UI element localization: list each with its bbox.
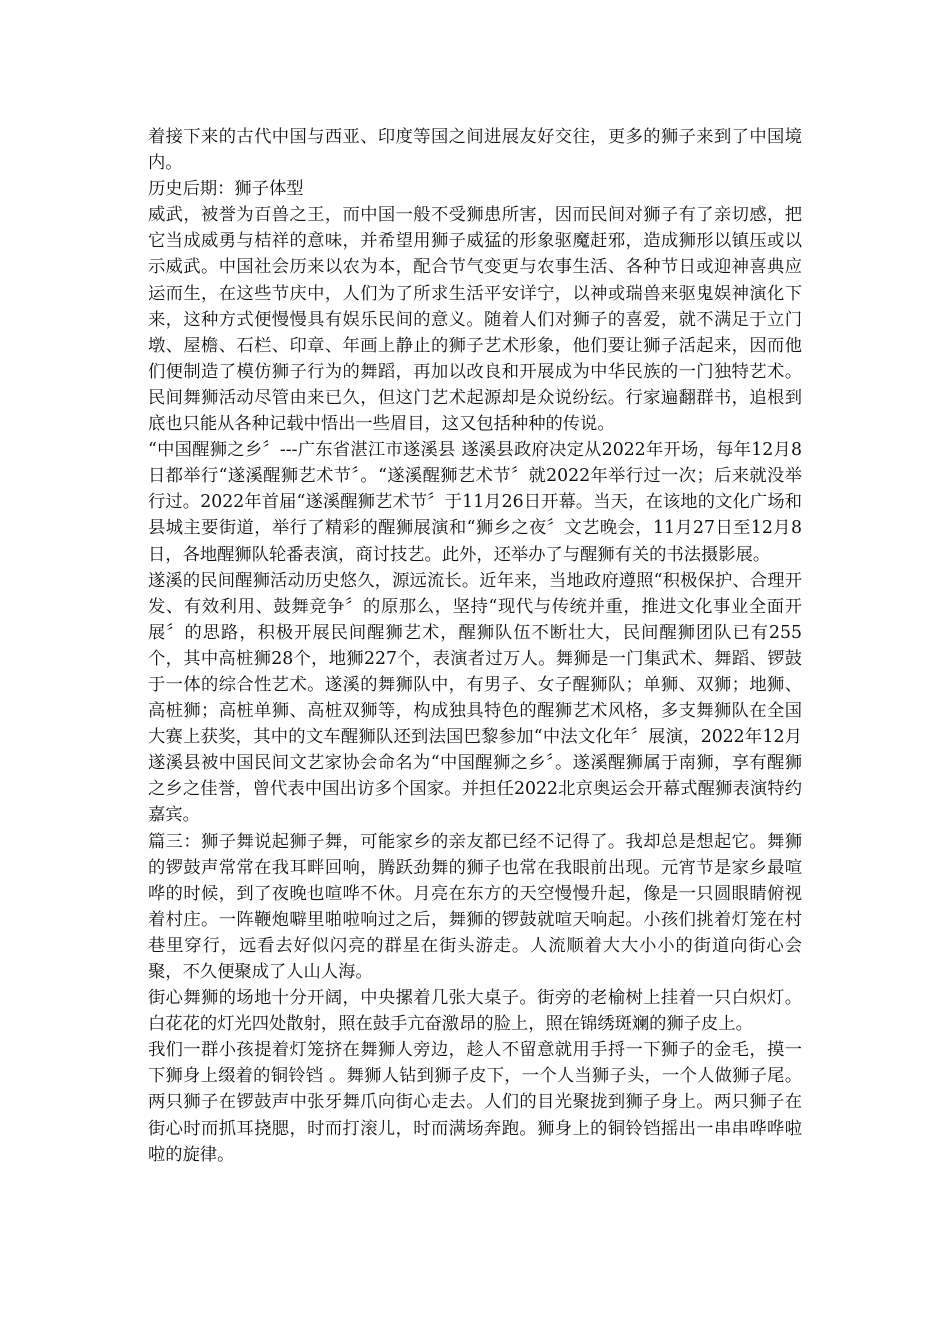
document-page: [148, 124, 802, 1168]
paragraph-3: “中国醒狮之乡〞---广东省湛江市遂溪县 遂溪县政府决定从2022年开场，每年12月8日都举行“遂溪醒狮艺术节〞。“遂溪醒狮艺术节〞就2022年举行过一次；后来就没举行过。2022年首届“遂溪醒狮艺术节〞于11月26日开幕。当天，在该地的文化广场和县城主要街道，举行了精彩的醒狮展演和“狮乡之夜〞文艺晚会，11月27日至12月8日，各地醒狮队轮番表演，商讨技艺。此外，还举办了与醒狮有关的书法摄影展。: [148, 440, 802, 565]
paragraph-6: 街心舞狮的场地十分开阔，中央摞着几张大桌子。街旁的老榆树上挂着一只白炽灯。白花花的灯光四处散射，照在鼓手亢奋激昂的脸上，照在锦绣斑斓的狮子皮上。: [148, 988, 802, 1035]
paragraph-7: 我们一群小孩提着灯笼挤在舞狮人旁边，趁人不留意就用手捋一下狮子的金毛，摸一下狮身上缀着的铜铃铛 。舞狮人钻到狮子皮下，一个人当狮子头，一个人做狮子尾。两只狮子在锣鼓声中张牙舞爪向街心走去。人们的目光聚拢到狮子身上。两只狮子在街心时而抓耳挠腮，时而打滚儿，时而满场奔跑。狮身上的铜铃铛摇出一串串哗哗啦啦的旋律。: [148, 1040, 802, 1165]
paragraph-2: 威武，被誉为百兽之王，而中国一般不受狮患所害，因而民间对狮子有了亲切感，把它当成威勇与桔祥的意味，并希望用狮子威猛的形象驱魔赶邪，造成狮形以镇压或以示威武。中国社会历来以农为本，配合节气变更与农事生活、各种节日或迎神喜典应运而生，在这些节庆中，人们为了所求生活平安详宁，以神或瑞兽来驱鬼娱神演化下来，这种方式便慢慢具有娱乐民间的意义。随着人们对狮子的喜爱，就不满足于立门墩、屋檐、石栏、印章、年画上静止的狮子艺术形象，他们要让狮子活起来，因而他们便制造了模仿狮子行为的舞蹈，再加以改良和开展成为中华民族的一门独特艺术。民间舞狮活动尽管由来已久，但这门艺术起源却是众说纷纭。行家遍翻群书，追根到底也只能从各种记载中悟出一些眉目，这又包括种种的传说。: [148, 205, 802, 435]
section-heading: 历史后期：狮子体型: [148, 179, 304, 200]
paragraph-1: 着接下来的古代中国与西亚、印度等国之间进展友好交往，更多的狮子来到了中国境内。: [148, 127, 802, 174]
paragraph-4: 遂溪的民间醒狮活动历史悠久，源远流长。近年来，当地政府遵照“积极保护、合理开发、有效利用、鼓舞竞争〞的原那么，坚持“现代与传统并重，推进文化事业全面开展〞的思路，积极开展民间醒狮艺术，醒狮队伍不断壮大，民间醒狮团队已有255个，其中高桩狮28个，地狮227个，表演者过万人。舞狮是一门集武术、舞蹈、锣鼓于一体的综合性艺术。遂溪的舞狮队中，有男子、女子醒狮队；单狮、双狮；地狮、高桩狮；高桩单狮、高桩双狮等，构成独具特色的醒狮艺术风格，多支舞狮队在全国大赛上获奖，其中的文车醒狮队还到法国巴黎参加“中法文化年〞展演，2022年12月遂溪县被中国民间文艺家协会命名为“中国醒狮之乡〞。遂溪醒狮属于南狮，享有醒狮之乡之佳誉，曾代表中国出访多个国家。并担任2022北京奥运会开幕式醒狮表演特约嘉宾。: [148, 570, 802, 826]
paragraph-5: 篇三：狮子舞说起狮子舞，可能家乡的亲友都已经不记得了。我却总是想起它。舞狮的锣鼓声常常在我耳畔回响，腾跃劲舞的狮子也常在我眼前出现。元宵节是家乡最喧哗的时候，到了夜晚也喧哗不休。月亮在东方的天空慢慢升起，像是一只圆眼睛俯视着村庄。一阵鞭炮噼里啪啦响过之后，舞狮的锣鼓就喧天响起。小孩们挑着灯笼在村巷里穿行，远看去好似闪亮的群星在街头游走。人流顺着大大小小的街道向街心会聚，不久便聚成了人山人海。: [148, 831, 802, 982]
